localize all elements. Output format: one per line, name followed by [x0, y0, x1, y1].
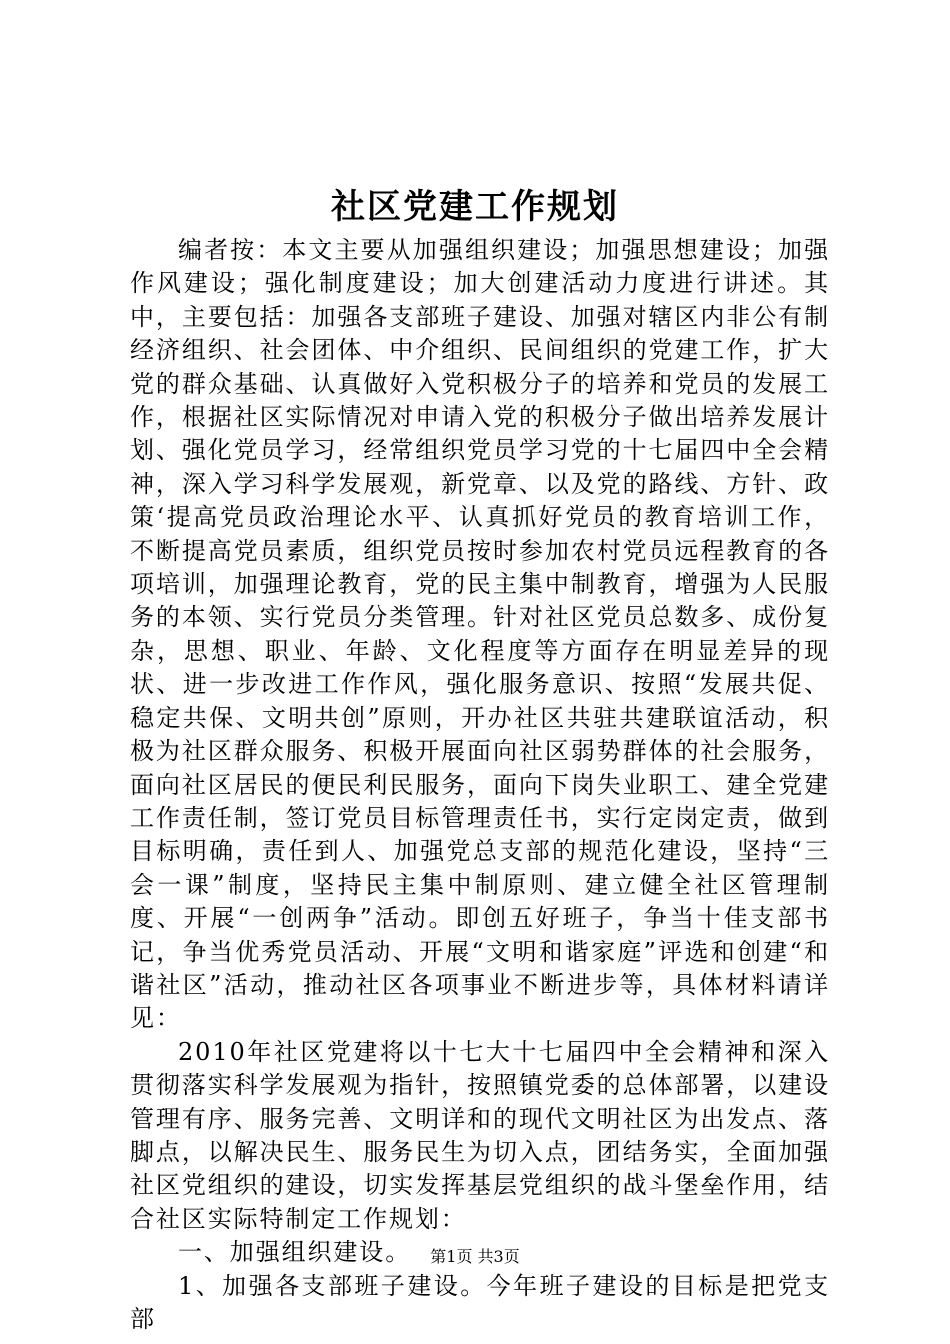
plan-intro-paragraph: 2010年社区党建将以十七大十七届四中全会精神和深入贯彻落实科学发展观为指针，按照镇党委的总体部署，以建设管理有序、服务完善、文明详和的现代文明社区为出发点、落脚点，以解决民生、服务民生为切入点，团结务实，全面加强社区党组织的建设，切实发挥基层党组织的战斗堡垒作用，结合社区实际特制定工作规划：	[130, 1037, 830, 1233]
page-number-footer: 第1页 共3页	[430, 1247, 520, 1266]
document-title: 社区党建工作规划	[331, 187, 619, 227]
document-body	[130, 234, 830, 1336]
item-paragraph-1: 1、加强各支部班子建设。今年班子建设的目标是把党支部	[130, 1271, 830, 1333]
editor-note-paragraph: 编者按：本文主要从加强组织建设；加强思想建设；加强作风建设；强化制度建设；加大创建活动力度进行讲述。其中，主要包括：加强各支部班子建设、加强对辖区内非公有制经济组织、社会团体、中介组织、民间组织的党建工作，扩大党的群众基础、认真做好入党积极分子的培养和党员的发展工作，根据社区实际情况对申请入党的积极分子做出培养发展计划、强化党员学习，经常组织党员学习党的十七届四中全会精神，深入学习科学发展观，新党章、以及党的路线、方针、政策‘提高党员政治理论水平、认真抓好党员的教育培训工作，不断提高党员素质，组织党员按时参加农村党员远程教育的各项培训，加强理论教育，党的民主集中制教育，增强为人民服务的本领、实行党员分类管理。针对社区党员总数多、成份复杂，思想、职业、年龄、文化程度等方面存在明显差异的现状、进一步改进工作作风，强化服务意识、按照“发展共促、稳定共保、文明共创”原则，开办社区共驻共建联谊活动，积极为社区群众服务、积极开展面向社区弱势群体的社会服务，面向社区居民的便民利民服务，面向下岗失业职工、建全党建工作责任制，签订党员目标管理责任书，实行定岗定责，做到目标明确，责任到人、加强党总支部的规范化建设，坚持“三会一课”制度，坚持民主集中制原则、建立健全社区管理制度、开展“一创两争”活动。即创五好班子，争当十佳支部书记，争当优秀党员活动、开展“文明和谐家庭”评选和创建“和谐社区”活动，推动社区各项事业不断进步等，具体材料请详见：	[130, 236, 830, 1033]
section-heading-organization: 一、加强组织建设。	[178, 1238, 412, 1267]
